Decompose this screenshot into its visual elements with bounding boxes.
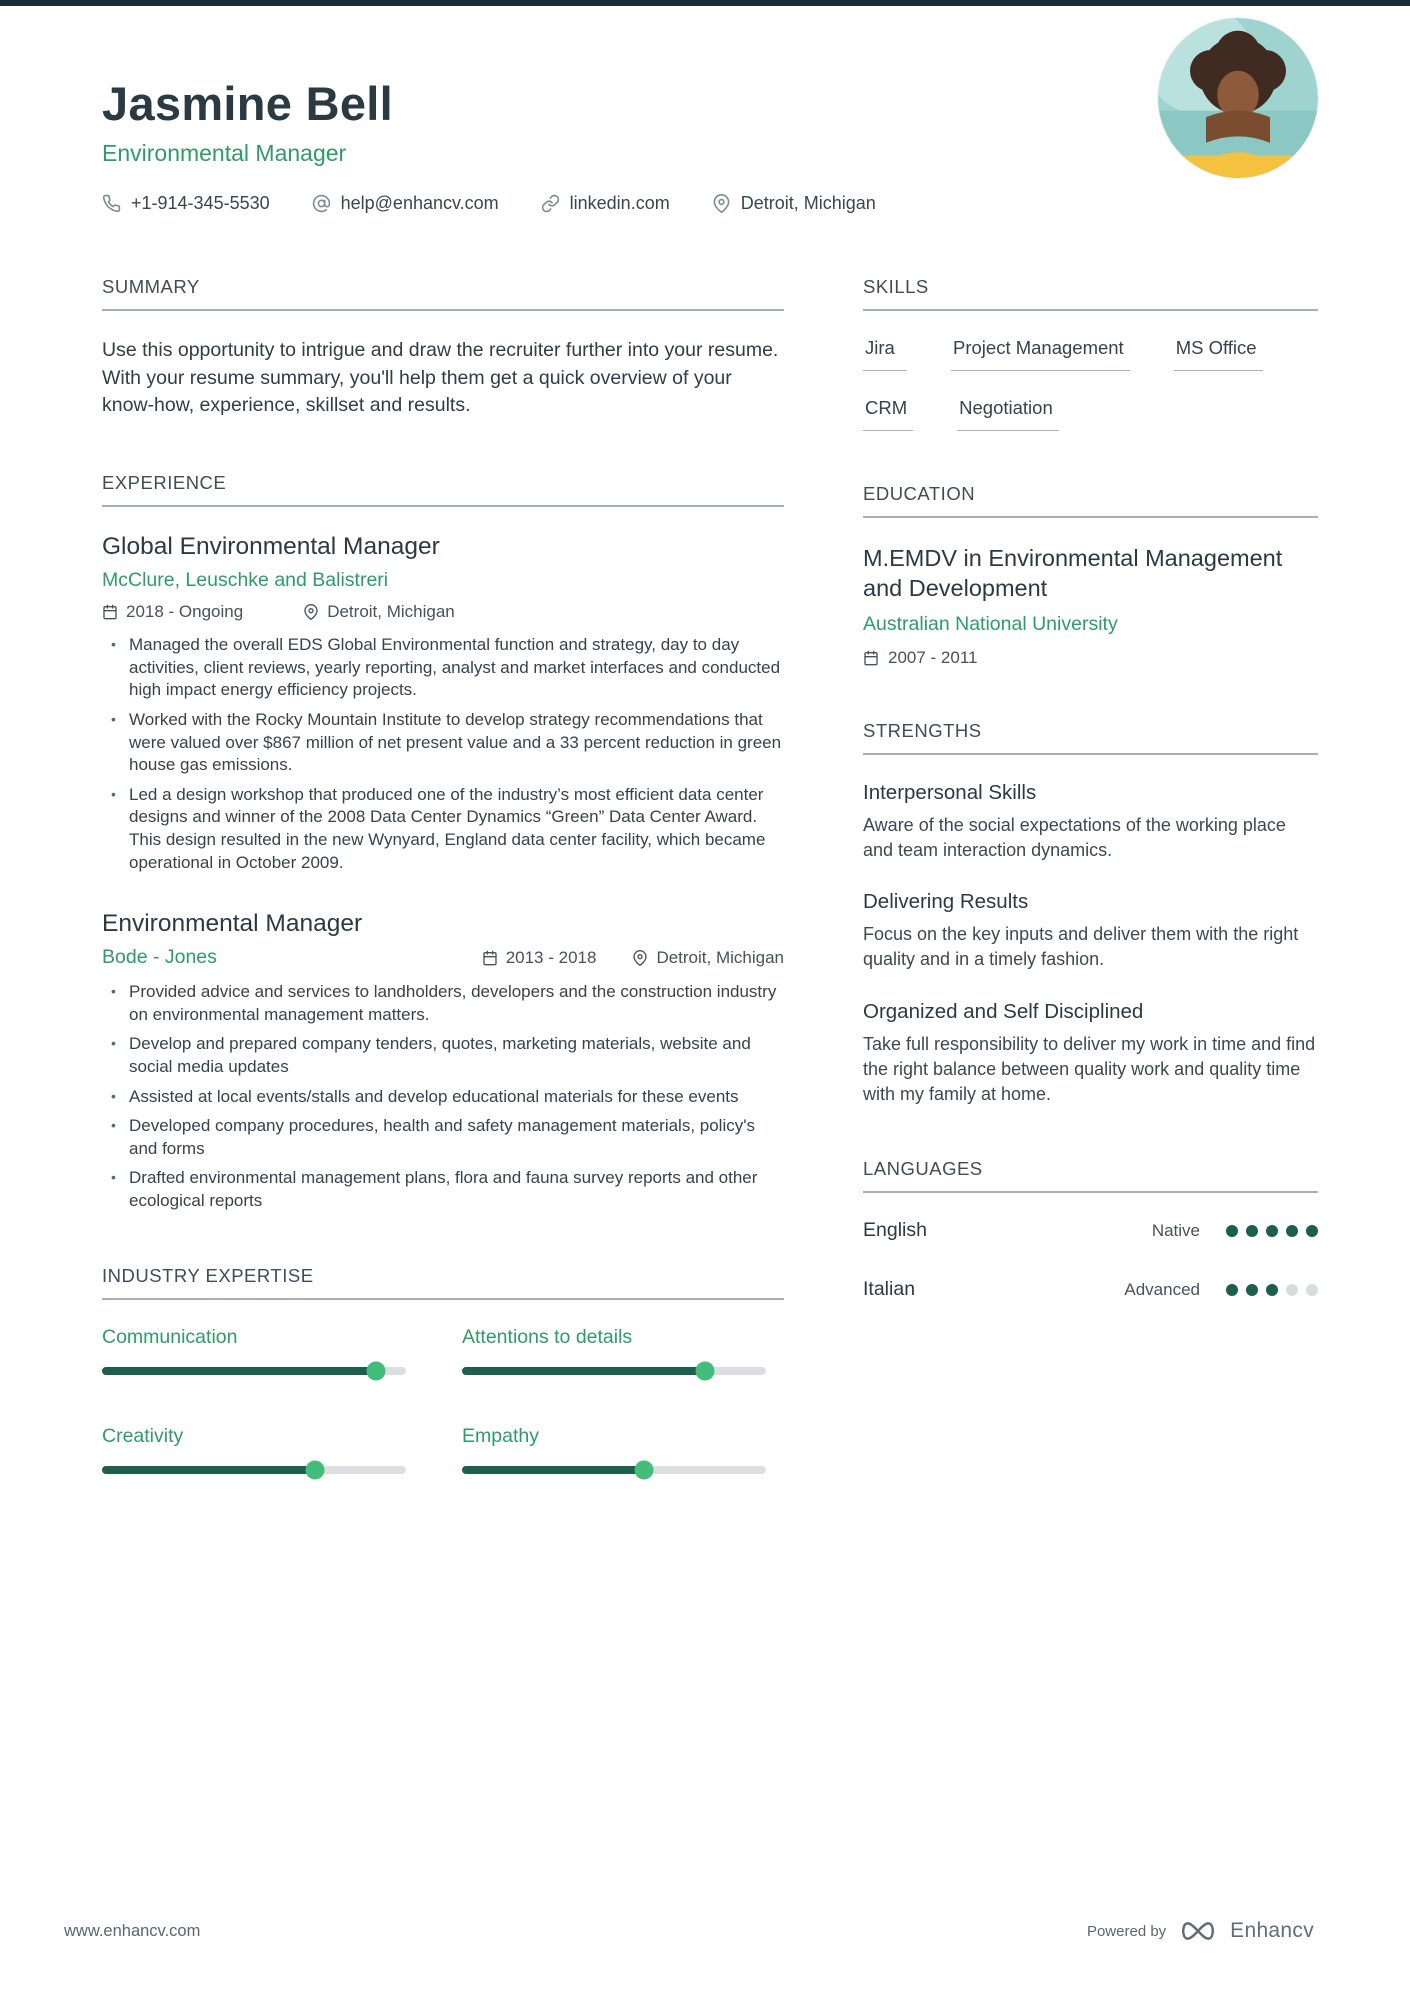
- job-bullet: • Led a design workshop that produced one of the industry’s most efficient data center designs and winner of the 2008 Data Center Dynamics “Green” Data Center Award. This design resulted in the new Wynyard, England data center facility, which became operational in October 2009.: [102, 784, 784, 874]
- powered-by-label: Powered by: [1086, 1922, 1167, 1940]
- person-job-title: Environmental Manager: [102, 140, 347, 166]
- enhancv-infinity-icon: [1177, 1920, 1219, 1942]
- email-address: help@enhancv.com: [340, 193, 499, 213]
- proficiency-dot-filled: [1266, 1284, 1278, 1296]
- phone-icon: [102, 194, 121, 213]
- skill-item: CRM: [863, 397, 913, 431]
- strength-text: Focus on the key inputs and deliver them with the right quality and in a timely fashion.: [863, 924, 1299, 970]
- slider-thumb[interactable]: [366, 1361, 385, 1380]
- slider-thumb[interactable]: [305, 1460, 324, 1479]
- expertise-item: [462, 1326, 766, 1375]
- footer-website-link[interactable]: www.enhancv.com: [64, 1921, 201, 1940]
- job-title: Global Environmental Manager: [102, 533, 440, 561]
- strength-title: Delivering Results: [863, 890, 1029, 914]
- link-icon: [541, 194, 560, 213]
- education-dates-text: 2007 - 2011: [888, 647, 978, 667]
- calendar-icon: [863, 650, 879, 666]
- proficiency-dot-filled: [1226, 1284, 1238, 1296]
- expertise-slider[interactable]: [102, 1466, 406, 1474]
- job-company: Bode - Jones: [102, 946, 217, 969]
- avatar-illustration: [1158, 18, 1318, 178]
- calendar-icon: [102, 604, 118, 620]
- job-dates-text: 2018 - Ongoing: [126, 602, 244, 622]
- expertise-item: [462, 1425, 766, 1474]
- education-degree: M.EMDV in Environmental Management and Development: [863, 545, 1283, 601]
- person-name: Jasmine Bell: [102, 77, 393, 130]
- job-meta-row: [102, 946, 784, 969]
- job-dates-text: 2013 - 2018: [505, 947, 597, 967]
- slider-fill: [462, 1367, 705, 1375]
- summary-text: Use this opportunity to intrigue and draw the recruiter further into your resume. With your resume summary, you'll help them get a quick overview of your know-how, experience, skillset and results.: [102, 339, 779, 417]
- summary-section: [102, 276, 784, 420]
- strength-item: [863, 1000, 1318, 1106]
- page-footer: [64, 1919, 1314, 1943]
- proficiency-dot-filled: [1246, 1284, 1258, 1296]
- job-location-text: Detroit, Michigan: [656, 947, 784, 967]
- contact-row: [102, 193, 1318, 214]
- email-contact[interactable]: [312, 193, 499, 214]
- education-dates: [863, 648, 1318, 668]
- job-bullet: • Worked with the Rocky Mountain Institute to develop strategy recommendations that were valued over $867 million of net present value and a 33 percent reduction in green house gas emissions.: [102, 709, 784, 777]
- slider-fill: [102, 1466, 315, 1474]
- expertise-label: Empathy: [462, 1424, 539, 1447]
- location-text: Detroit, Michigan: [740, 193, 876, 213]
- expertise-label: Communication: [102, 1325, 238, 1348]
- language-proficiency-dots: [1226, 1284, 1318, 1296]
- right-column: [863, 276, 1318, 1526]
- experience-entry: [102, 533, 784, 874]
- strength-text: Take full responsibility to deliver my work in time and find the right balance between quality work and quality time with my family at home.: [863, 1034, 1316, 1104]
- expertise-label: Creativity: [102, 1424, 184, 1447]
- content-columns: [0, 276, 1410, 1526]
- slider-fill: [102, 1367, 376, 1375]
- job-bullet: • Managed the overall EDS Global Environmental function and strategy, day to day activities, client reviews, yearly reporting, analyst and market interfaces and conducted high impact energy efficiency projects.: [102, 634, 784, 702]
- job-title: Environmental Manager: [102, 910, 363, 938]
- strength-item: [863, 781, 1318, 863]
- industry-expertise-heading: INDUSTRY EXPERTISE: [102, 1265, 784, 1300]
- left-column: [102, 276, 784, 1526]
- expertise-item: [102, 1425, 406, 1474]
- expertise-slider[interactable]: [462, 1466, 766, 1474]
- skill-item: Negotiation: [957, 397, 1059, 431]
- phone-number: +1-914-345-5530: [131, 193, 270, 213]
- proficiency-dot-filled: [1286, 1225, 1298, 1237]
- strengths-heading: STRENGTHS: [863, 720, 1318, 755]
- proficiency-dot-filled: [1306, 1225, 1318, 1237]
- job-bullet: • Assisted at local events/stalls and develop educational materials for these events: [102, 1086, 784, 1109]
- experience-entry: [102, 910, 784, 1212]
- job-bullet: • Drafted environmental management plans, flora and fauna survey reports and other ecological reports: [102, 1167, 784, 1212]
- at-icon: [312, 194, 331, 213]
- calendar-icon: [482, 950, 498, 966]
- language-row: [863, 1278, 1318, 1301]
- skill-item: Project Management: [951, 337, 1130, 371]
- proficiency-dot-filled: [1226, 1225, 1238, 1237]
- strength-title: Organized and Self Disciplined: [863, 1000, 1144, 1023]
- job-bullets: [102, 634, 784, 874]
- location-contact: [712, 193, 876, 214]
- language-name: English: [863, 1219, 927, 1242]
- expertise-item: [102, 1326, 406, 1375]
- education-section: [863, 483, 1318, 668]
- strength-text: Aware of the social expectations of the working place and team interaction dynamics.: [863, 814, 1286, 860]
- job-meta: [482, 948, 784, 968]
- proficiency-dot-filled: [1266, 1225, 1278, 1237]
- language-name: Italian: [863, 1278, 916, 1301]
- skills-heading: SKILLS: [863, 276, 1318, 311]
- language-row: [863, 1219, 1318, 1242]
- expertise-slider[interactable]: [462, 1367, 766, 1375]
- linkedin-contact[interactable]: [541, 193, 670, 214]
- expertise-grid: [102, 1326, 784, 1474]
- languages-section: [863, 1158, 1318, 1301]
- industry-expertise-section: [102, 1265, 784, 1474]
- location-pin-icon: [303, 604, 319, 620]
- strengths-section: [863, 720, 1318, 1107]
- language-level: Native: [1151, 1220, 1200, 1240]
- strength-item: [863, 890, 1318, 972]
- job-company: McClure, Leuschke and Balistreri: [102, 569, 389, 592]
- job-location-text: Detroit, Michigan: [327, 602, 455, 622]
- phone-contact[interactable]: [102, 193, 270, 214]
- skills-list: [863, 337, 1318, 431]
- experience-heading: EXPERIENCE: [102, 472, 784, 507]
- enhancv-wordmark: Enhancv: [1230, 1919, 1314, 1942]
- languages-heading: LANGUAGES: [863, 1158, 1318, 1193]
- job-location: [303, 602, 455, 622]
- linkedin-url: linkedin.com: [569, 193, 670, 213]
- job-dates: [482, 948, 597, 968]
- summary-heading: SUMMARY: [102, 276, 784, 311]
- expertise-label: Attentions to details: [462, 1325, 633, 1348]
- education-heading: EDUCATION: [863, 483, 1318, 518]
- location-icon: [712, 194, 731, 213]
- skills-section: [863, 276, 1318, 431]
- slider-thumb[interactable]: [696, 1361, 715, 1380]
- skill-item: MS Office: [1174, 337, 1263, 371]
- avatar: [1158, 18, 1318, 178]
- job-bullet: • Developed company procedures, health and safety management materials, policy's and forms: [102, 1115, 784, 1160]
- job-bullets: [102, 981, 784, 1212]
- slider-thumb[interactable]: [635, 1460, 654, 1479]
- proficiency-dot-filled: [1246, 1225, 1258, 1237]
- slider-fill: [462, 1466, 644, 1474]
- expertise-slider[interactable]: [102, 1367, 406, 1375]
- language-level: Advanced: [1124, 1279, 1200, 1299]
- strength-title: Interpersonal Skills: [863, 780, 1037, 804]
- skill-item: Jira: [863, 337, 907, 371]
- education-school: Australian National University: [863, 612, 1118, 635]
- location-pin-icon: [632, 950, 648, 966]
- job-meta-row: [102, 602, 784, 622]
- experience-section: [102, 472, 784, 1213]
- proficiency-dot-empty: [1286, 1284, 1298, 1296]
- powered-by-block: [1087, 1919, 1314, 1943]
- proficiency-dot-empty: [1306, 1284, 1318, 1296]
- job-dates: [102, 602, 243, 622]
- language-proficiency-dots: [1226, 1225, 1318, 1237]
- job-bullet: • Develop and prepared company tenders, quotes, marketing materials, website and social media updates: [102, 1033, 784, 1078]
- job-location: [632, 948, 784, 968]
- job-bullet: • Provided advice and services to landholders, developers and the construction industry on environmental management matters.: [102, 981, 784, 1026]
